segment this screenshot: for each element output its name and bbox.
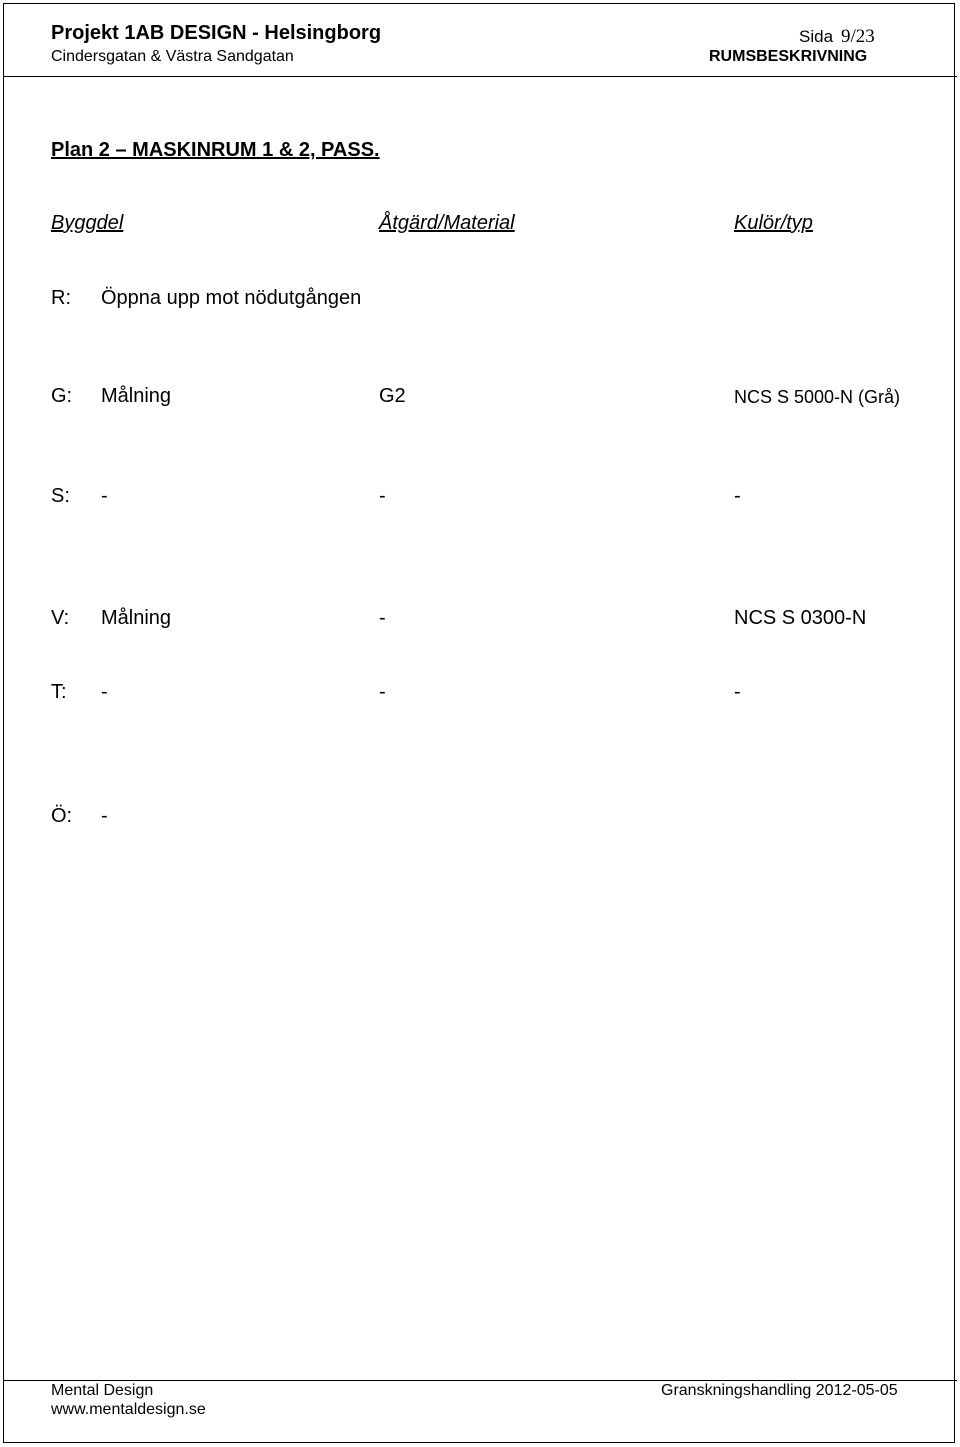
row-t-part: - [101,681,108,703]
row-g-part: Målning [101,385,172,407]
column-header-part: Byggdel [51,212,124,234]
row-g-action: G2 [379,385,406,407]
footer-divider [3,1380,957,1381]
document-type: RUMSBESKRIVNING [709,48,868,65]
row-label-s: S: [51,485,70,507]
row-s-part: - [101,485,108,507]
row-s-color: - [734,485,741,507]
row-o-part: - [101,805,108,827]
room-title: Plan 2 – MASKINRUM 1 & 2, PASS. [51,139,380,161]
header-divider [3,76,957,77]
row-v-part: Målning [101,607,172,629]
row-label-r: R: [51,287,71,309]
project-title: Projekt 1AB DESIGN - Helsingborg [51,22,382,44]
row-label-t: T: [51,681,67,703]
row-label-g: G: [51,385,73,407]
footer-company: Mental Design [51,1382,154,1399]
row-t-action: - [379,681,386,703]
row-v-action: - [379,607,386,629]
row-s-action: - [379,485,386,507]
row-g-color: NCS S 5000-N (Grå) [734,387,901,407]
row-label-v: V: [51,607,70,629]
row-t-color: - [734,681,741,703]
page-label: Sida [799,27,834,46]
column-header-color: Kulör/typ [734,212,813,234]
page-indicator [799,26,875,48]
column-header-action: Åtgärd/Material [379,212,515,234]
project-address: Cindersgatan & Västra Sandgatan [51,48,294,65]
footer-website[interactable]: www.mentaldesign.se [51,1401,206,1418]
page-number: 9/23 [841,26,875,47]
footer-status: Granskningshandling 2012-05-05 [661,1382,898,1399]
row-v-color: NCS S 0300-N [734,607,867,629]
row-r-text: Öppna upp mot nödutgången [101,287,362,309]
row-label-o: Ö: [51,805,73,827]
